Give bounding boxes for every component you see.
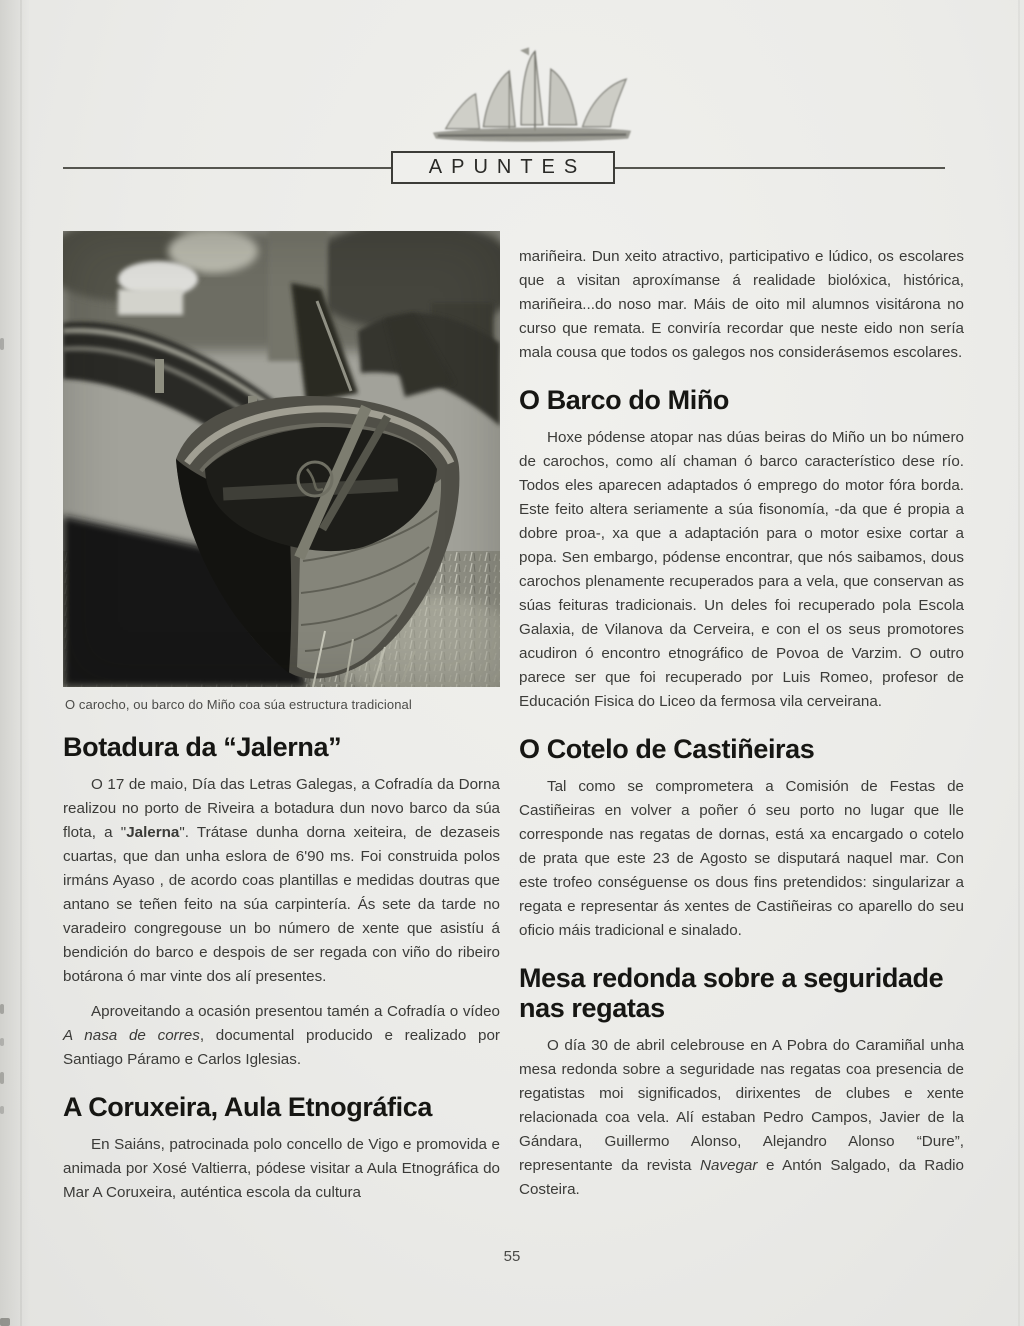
scan-artifact-mark bbox=[0, 1004, 4, 1014]
photo-caption: O carocho, ou barco do Miño coa súa estructura tradicional bbox=[65, 697, 412, 712]
sailboat-sketch-icon bbox=[418, 46, 646, 148]
article-paragraph: Tal como se comprometera a Comisión de Festas de Castiñeiras en volver a poñer ó seu porto no lugar que lle corresponde nas regatas de dornas, está xa encargado o cotelo de prata que este 23 de Agosto se disputará naquel mar. Con este trofeo conséguense os dous fins pretendidos: singularizar a regata e representar ás xentes de Castiñeiras co aparello do seu oficio máis tradicional e sinalado. bbox=[519, 778, 964, 939]
text-segment: O día 30 de abril celebrouse en A Pobra do Caramiñal unha mesa redonda sobre a seguridade nas regatas coa presencia de regatistas moi significados, dirixentes de clubes e xente relacionada coa vela. Alí estaban Pedro Campos, Javier de la Gándara, Guillermo Alonso, Alejandro Alonso “Dure”, representante da revista bbox=[519, 1037, 964, 1174]
right-column bbox=[519, 234, 964, 1202]
article-heading-botadura: Botadura da “Jalerna” bbox=[63, 732, 342, 762]
text-segment: , documental producido e realizado por Santiago Páramo e Carlos Iglesias. bbox=[63, 1027, 500, 1068]
scan-right-edge-line bbox=[1018, 0, 1020, 1326]
section-title: APUNTES bbox=[428, 156, 587, 178]
text-segment: Aproveitando a ocasión presentou tamén a Cofradía o vídeo bbox=[91, 1003, 500, 1020]
text-segment: ". Trátase dunha dorna xeiteira, de dezaseis cuartas, que dan unha eslora de 6'90 ms. Foi construida polos irmáns Ayaso , de acordo coas plantillas e medidas doutras que antano se teñen feito na súa carpintería. Ás sete da tarde no varadeiro congregouse un bo número de xente que asistíu á bendición do barco e despois de ser regada con viño do ribeiro botárona ó mar vinte dos alí presentes. bbox=[63, 824, 500, 985]
scan-artifact-mark bbox=[0, 1106, 4, 1114]
text-segment: O 17 de maio, Día das Letras Galegas, a Cofradía da Dorna realizou no porto de Riveira a botadura dun novo barco da súa flota, a " bbox=[63, 776, 500, 841]
article-heading-barco-mino: O Barco do Miño bbox=[519, 385, 730, 415]
article-paragraph bbox=[519, 1034, 964, 1202]
article-paragraph: En Saiáns, patrocinada polo concello de Vigo e promovida e animada por Xosé Valtierra, pódese visitar a Aula Etnográfica do Mar A Coruxeira, auténtica escola da cultura bbox=[63, 1136, 500, 1201]
article-heading-cotelo: O Cotelo de Castiñeiras bbox=[519, 734, 815, 764]
scan-artifact-mark bbox=[0, 338, 4, 350]
scan-edge-shadow bbox=[0, 0, 30, 1326]
article-heading-coruxeira: A Coruxeira, Aula Etnográfica bbox=[63, 1092, 432, 1122]
text-segment-italic: A nasa de corres bbox=[63, 1027, 200, 1044]
left-column bbox=[63, 231, 500, 1205]
header-rule-right bbox=[615, 167, 945, 169]
article-heading-mesa-redonda: Mesa redonda sobre a seguridade nas regatas bbox=[519, 963, 944, 1023]
article-paragraph bbox=[63, 1000, 500, 1072]
page-footer bbox=[0, 1248, 1024, 1266]
header-rule-left bbox=[63, 167, 391, 169]
scan-artifact-mark bbox=[0, 1072, 4, 1084]
article-paragraph bbox=[63, 773, 500, 989]
text-segment-bold: Jalerna bbox=[126, 824, 180, 841]
article-paragraph: Hoxe pódense atopar nas dúas beiras do Miño un bo número de carochos, como alí chaman ó barco característico dese río. Todos eles aparecen adaptados ó emprego do motor fóra borda. Este feito altera seriamente a súa fisonomía, -da que é propia a dobre proa-, xa que a adaptación para o motor esixe cortar a popa. Sen embargo, pódense encontrar, que nós saibamos, dous carochos plenamente recuperados para a vela, que conservan as súas feituras tradicionais. Un deles foi recuperado pola Escola Galaxia, de Vilanova da Cerveira, e con el os seus promotores acudiron ó encontro etnográfico de Povoa de Varzim. O outro parece ser que foi recuperado por Luis Romeo, profesor de Educación Fisica do Liceo da fermosa vila cerveirana. bbox=[519, 429, 964, 710]
scan-edge-line bbox=[20, 0, 22, 1326]
boat-photo bbox=[63, 231, 500, 687]
boat-photo-image bbox=[63, 231, 500, 687]
text-segment-italic: Navegar bbox=[700, 1157, 758, 1174]
continuation-paragraph: mariñeira. Dun xeito atractivo, participativo e lúdico, os escolares que a visitan aproxímanse á realidade biolóxica, histórica, mariñeira...do noso mar. Máis de oito mil alumnos visitárona no curso que remata. E conviría recordar que neste eido non sería mala cousa que todos os galegos nos considerásemos escolares. bbox=[519, 248, 964, 361]
scan-artifact-mark bbox=[0, 1038, 4, 1046]
page-number: 55 bbox=[503, 1248, 521, 1265]
scan-artifact-mark bbox=[0, 1318, 10, 1326]
text-segment: e Antón Salgado, da Radio Costeira. bbox=[519, 1157, 964, 1198]
section-title-box bbox=[391, 151, 615, 184]
